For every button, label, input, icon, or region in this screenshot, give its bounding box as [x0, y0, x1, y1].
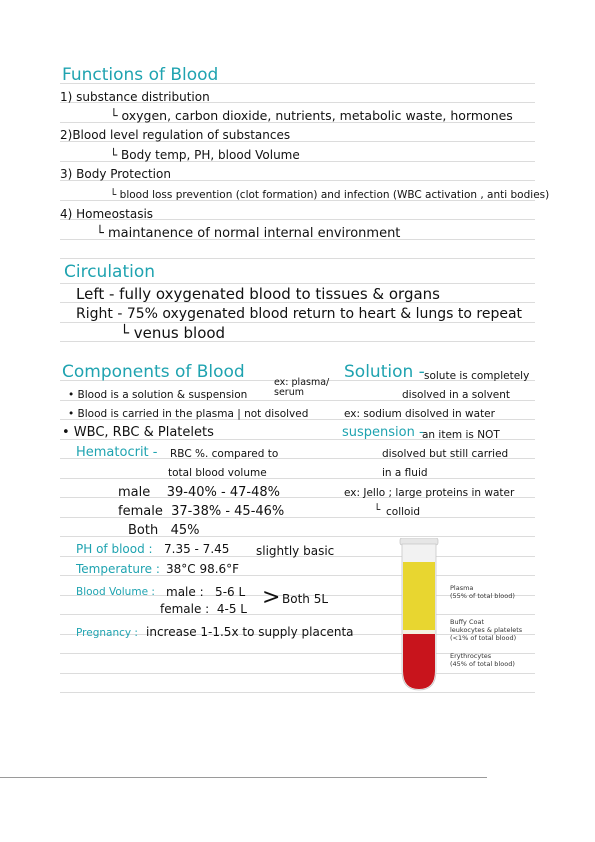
suspension-title: suspension -	[342, 425, 424, 440]
erythrocytes-percent: (45% of total blood)	[450, 660, 515, 668]
function-item-1-detail: └ oxygen, carbon dioxide, nutrients, metabolic waste, hormones	[110, 108, 513, 123]
blood-volume-female: female : 4-5 L	[160, 602, 247, 616]
suspension-definition-1: an item is NOT	[422, 429, 500, 441]
function-item-2: 2)Blood level regulation of substances	[60, 128, 291, 142]
suspension-example: ex: Jello ; large proteins in water	[344, 487, 515, 499]
function-item-3: 3) Body Protection	[60, 167, 171, 181]
hematocrit-definition-1: RBC %. compared to	[170, 448, 279, 460]
circulation-left: Left - fully oxygenated blood to tissues & organs	[76, 285, 440, 303]
ph-label: PH of blood :	[76, 542, 153, 556]
components-bullet-2: • Blood is carried in the plasma | not disolved	[68, 408, 309, 420]
blood-tube-diagram	[398, 538, 538, 692]
blood-volume-label: Blood Volume :	[76, 586, 155, 598]
erythrocyte-layer	[403, 634, 435, 689]
components-bullet-1: • Blood is a solution & suspension	[68, 389, 248, 401]
hematocrit-definition-2: total blood volume	[168, 467, 267, 479]
circulation-right-detail: └ venus blood	[120, 324, 226, 342]
functions-title: Functions of Blood	[62, 65, 219, 85]
function-item-4-detail: └ maintanence of normal internal environment	[96, 226, 401, 241]
suspension-definition-3: in a fluid	[382, 467, 428, 479]
buffy-coat-label: Buffy Coat	[450, 618, 485, 626]
function-item-4: 4) Homeostasis	[60, 207, 154, 221]
suspension-colloid: colloid	[386, 506, 421, 518]
buffy-coat-layer	[403, 630, 435, 634]
solution-definition-2: disolved in a solvent	[402, 389, 511, 401]
hematocrit-label: Hematocrit -	[76, 445, 158, 460]
components-bullet-1-note: ex: plasma/ serum	[274, 377, 330, 398]
pregnancy-value: increase 1-1.5x to supply placenta	[146, 625, 354, 639]
temperature-value: 38°C 98.6°F	[166, 562, 240, 576]
blood-volume-male: male : 5-6 L	[166, 585, 246, 599]
buffy-coat-percent: (<1% of total blood)	[450, 634, 517, 642]
components-bullet-3: • WBC, RBC & Platelets	[62, 425, 214, 440]
hematocrit-both: Both 45%	[128, 523, 200, 538]
buffy-coat-description: leukocytes & platelets	[450, 626, 523, 634]
temperature-label: Temperature :	[76, 562, 160, 576]
function-item-1: 1) substance distribution	[60, 90, 210, 104]
solution-definition-1: solute is completely	[424, 370, 530, 382]
function-item-3-detail: └ blood loss prevention (clot formation) and infection (WBC activation , anti bodies)	[110, 189, 550, 201]
ph-value: 7.35 - 7.45	[164, 542, 230, 556]
bracket-icon: >	[262, 585, 281, 610]
erythrocytes-label: Erythrocytes	[450, 652, 492, 660]
hematocrit-female: female 37-38% - 45-46%	[118, 504, 285, 519]
plasma-layer	[403, 562, 435, 630]
suspension-definition-2: disolved but still carried	[382, 448, 509, 460]
hematocrit-male: male 39-40% - 47-48%	[118, 485, 280, 500]
ph-note: slightly basic	[256, 544, 335, 558]
page-divider	[0, 777, 487, 778]
colloid-icon: └	[374, 504, 381, 516]
plasma-label: Plasma	[450, 584, 474, 592]
circulation-title: Circulation	[64, 262, 156, 282]
pregnancy-label: Pregnancy :	[76, 627, 138, 639]
components-title: Components of Blood	[62, 362, 245, 382]
solution-title: Solution -	[344, 362, 425, 382]
plasma-percent: (55% of total blood)	[450, 592, 515, 600]
circulation-right: Right - 75% oxygenated blood return to heart & lungs to repeat	[76, 306, 523, 322]
function-item-2-detail: └ Body temp, PH, blood Volume	[110, 148, 300, 162]
blood-volume-both: Both 5L	[282, 592, 329, 606]
solution-example: ex: sodium disolved in water	[344, 408, 495, 420]
